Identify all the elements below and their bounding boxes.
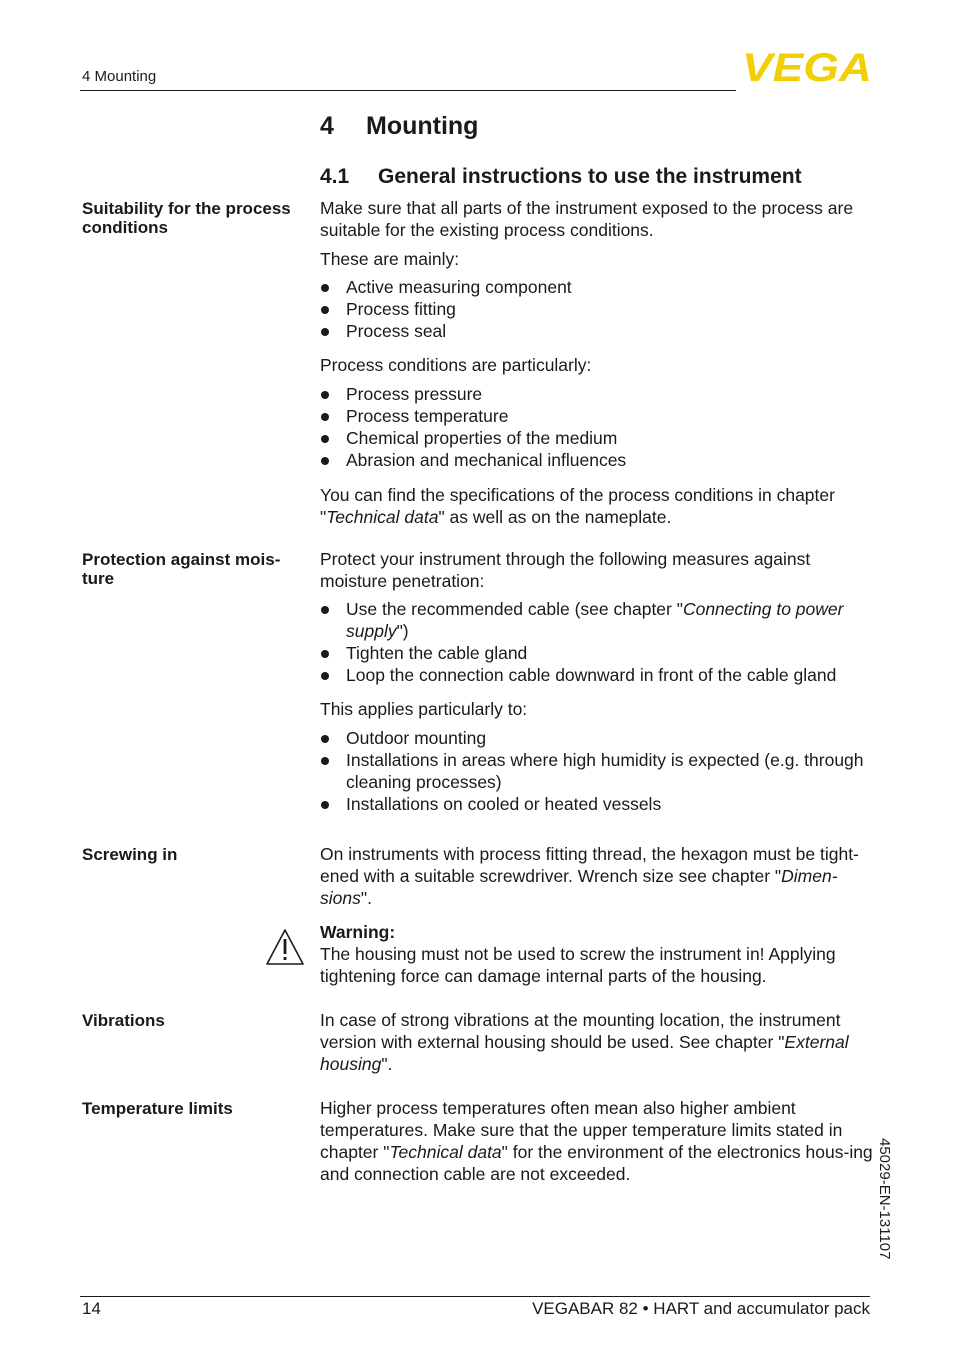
side-heading-temperature: Temperature limits [82, 1099, 233, 1118]
section-number: 4.1 [320, 165, 350, 188]
svg-text:VEGA: VEGA [742, 50, 872, 84]
suitability-body [320, 197, 880, 528]
chapter-reference: Technical data [326, 507, 439, 527]
list-item: Loop the connection cable downward in front of the cable gland [320, 664, 880, 686]
bullet-list [320, 383, 880, 471]
header-section-title: 4 Mounting [82, 68, 157, 85]
vega-logo [740, 50, 874, 84]
side-heading-screwing: Screwing in [82, 845, 178, 864]
document-id: 45029-EN-131107 [876, 1138, 893, 1260]
paragraph: Process conditions are particularly: [320, 355, 592, 375]
warning-text: The housing must not be used to screw the instrument in! Applying tightening force can damage internal parts of the housing. [320, 944, 836, 986]
chapter-reference: External housing [320, 1032, 849, 1074]
footer-product: VEGABAR 82 • HART and accumulator pack [532, 1299, 870, 1318]
paragraph: Higher process temperatures often mean also higher ambient temperatures. Make sure that the upper temperature limits stated in chapter "Technical data" for the environment of the electronics hous-ing and connection cable are not exceeded. [320, 1098, 873, 1184]
warning-title: Warning: [320, 922, 396, 942]
vibrations-body [320, 1009, 880, 1075]
list-item: Process fitting [320, 298, 880, 320]
chapter-number: 4 [320, 112, 334, 140]
side-heading-vibrations: Vibrations [82, 1011, 165, 1030]
bullet-list [320, 598, 880, 686]
temperature-body [320, 1097, 880, 1185]
list-item: Process seal [320, 320, 880, 342]
paragraph: You can find the specifications of the process conditions in chapter "Technical data" as well as on the nameplate. [320, 485, 835, 527]
paragraph: These are mainly: [320, 249, 460, 269]
warning-triangle-icon [265, 928, 305, 966]
page-number: 14 [82, 1299, 101, 1318]
paragraph: Make sure that all parts of the instrument exposed to the process are suitable for the existing process conditions. [320, 198, 854, 240]
section-heading [320, 165, 802, 189]
side-heading-suitability: Suitability for the process conditions [82, 199, 291, 237]
screwing-body [320, 843, 880, 987]
paragraph: On instruments with process fitting thread, the hexagon must be tight-ened with a suitable screwdriver. Wrench size see chapter "Dimen-sions". [320, 844, 859, 908]
paragraph: In case of strong vibrations at the mounting location, the instrument version with external housing should be used. See chapter "External housing". [320, 1010, 849, 1074]
list-item: Active measuring component [320, 276, 880, 298]
paragraph: This applies particularly to: [320, 699, 528, 719]
list-item: Installations in areas where high humidity is expected (e.g. through cleaning processes) [320, 749, 880, 793]
list-item: Process pressure [320, 383, 880, 405]
footer-rule [80, 1296, 870, 1297]
chapter-heading [320, 112, 478, 141]
section-title: General instructions to use the instrument [378, 165, 802, 188]
side-heading-moisture: Protection against mois- ture [82, 550, 281, 588]
list-item: Use the recommended cable (see chapter "Connecting to power supply") [320, 598, 880, 642]
chapter-reference: Dimen-sions [320, 866, 838, 908]
list-item: Installations on cooled or heated vessels [320, 793, 880, 815]
paragraph: Protect your instrument through the following measures against moisture penetration: [320, 549, 811, 591]
chapter-reference: Technical data [389, 1142, 502, 1162]
bullet-list [320, 727, 880, 815]
list-item: Tighten the cable gland [320, 642, 880, 664]
list-item: Chemical properties of the medium [320, 427, 880, 449]
list-item: Abrasion and mechanical influences [320, 449, 880, 471]
header-rule [80, 90, 736, 91]
moisture-body [320, 548, 880, 815]
chapter-reference: Connecting to power supply [346, 599, 844, 641]
chapter-title: Mounting [366, 112, 479, 140]
list-item: Process temperature [320, 405, 880, 427]
bullet-list [320, 276, 880, 342]
list-item: Outdoor mounting [320, 727, 880, 749]
